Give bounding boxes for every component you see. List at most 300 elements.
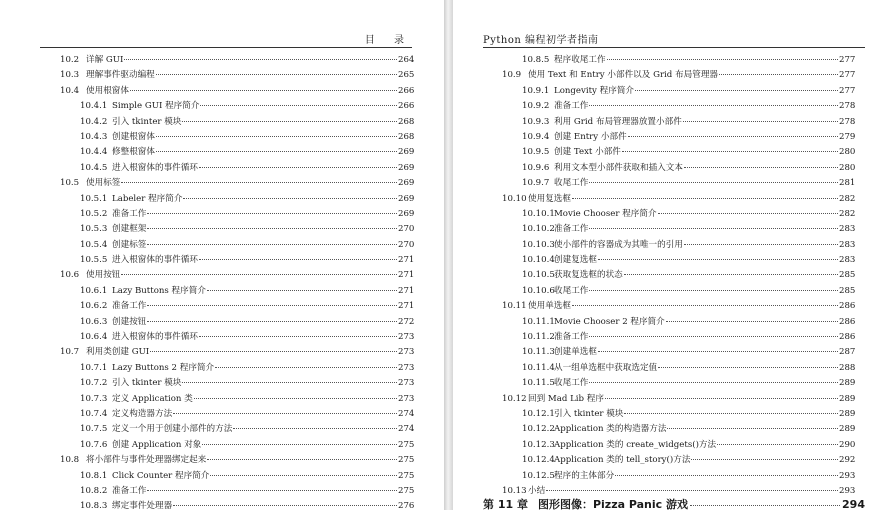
entry-number: 10.6.3 bbox=[80, 316, 108, 327]
entry-page: 275 bbox=[398, 470, 415, 481]
toc-list bbox=[502, 53, 855, 499]
leader-dots bbox=[210, 475, 397, 476]
entry-number: 10.6.2 bbox=[80, 301, 108, 312]
toc-entry[interactable] bbox=[502, 453, 855, 468]
leader-dots bbox=[200, 105, 397, 106]
leader-dots bbox=[572, 198, 838, 199]
leader-dots bbox=[572, 305, 838, 306]
entry-page: 290 bbox=[839, 439, 856, 450]
entry-title: 准备工作 bbox=[112, 301, 147, 312]
entry-number: 10.12.4 bbox=[522, 455, 555, 466]
entry-page: 280 bbox=[839, 147, 856, 158]
entry-number: 10.9.1 bbox=[522, 85, 550, 96]
leader-dots bbox=[605, 398, 838, 399]
entry-page: 269 bbox=[398, 178, 415, 189]
entry-number: 10.5.3 bbox=[80, 224, 108, 235]
entry-title: 进入根窗体的事件循环 bbox=[112, 162, 198, 173]
entry-page: 286 bbox=[839, 332, 856, 343]
toc-entry[interactable] bbox=[60, 438, 414, 453]
toc-entry[interactable] bbox=[60, 68, 414, 83]
entry-number: 10.10.2 bbox=[522, 224, 555, 235]
toc-entry[interactable] bbox=[60, 469, 414, 484]
entry-title: 利用类创建 GUI bbox=[86, 347, 150, 358]
entry-number: 10.7.6 bbox=[80, 439, 108, 450]
entry-page: 280 bbox=[839, 162, 856, 173]
header-rule bbox=[40, 47, 412, 48]
entry-title: 定义一个用于创建小部件的方法 bbox=[112, 424, 233, 435]
page-header-book-title: Python 编程初学者指南 bbox=[483, 35, 599, 46]
entry-number: 10.7.2 bbox=[80, 378, 108, 389]
toc-entry[interactable] bbox=[502, 238, 855, 253]
entry-number: 10.10.1 bbox=[522, 208, 555, 219]
toc-entry[interactable] bbox=[502, 376, 855, 391]
entry-number: 10.11.1 bbox=[522, 316, 555, 327]
leader-dots bbox=[719, 74, 838, 75]
entry-title: Movie Chooser 2 程序简介 bbox=[554, 316, 665, 327]
entry-page: 273 bbox=[398, 393, 415, 404]
toc-entry[interactable] bbox=[60, 299, 414, 314]
toc-entry[interactable] bbox=[502, 207, 855, 222]
leader-dots bbox=[589, 336, 838, 337]
entry-number: 10.10.4 bbox=[522, 255, 555, 266]
chapter-title: 图形图像：Pizza Panic 游戏 bbox=[537, 498, 688, 510]
entry-number: 10.7.4 bbox=[80, 408, 108, 419]
entry-title: Movie Chooser 程序简介 bbox=[554, 208, 657, 219]
entry-title: 利用文本型小部件获取和插入文本 bbox=[554, 162, 683, 173]
toc-entry[interactable] bbox=[60, 407, 414, 422]
toc-entry[interactable] bbox=[60, 422, 414, 437]
entry-number: 10.4.3 bbox=[80, 131, 108, 142]
toc-entry[interactable] bbox=[502, 192, 855, 207]
entry-page: 273 bbox=[398, 362, 415, 373]
leader-dots bbox=[589, 228, 838, 229]
entry-number: 10.12.5 bbox=[522, 470, 555, 481]
entry-title: 使用标签 bbox=[86, 178, 121, 189]
toc-entry[interactable] bbox=[502, 68, 855, 83]
entry-title: Lazy Buttons 程序简介 bbox=[112, 285, 206, 296]
toc-entry[interactable] bbox=[60, 330, 414, 345]
leader-dots bbox=[684, 167, 838, 168]
leader-dots bbox=[589, 105, 838, 106]
entry-title: 使小部件的容器成为其唯一的引用 bbox=[554, 239, 683, 250]
entry-page: 270 bbox=[398, 239, 415, 250]
entry-number: 10.10.6 bbox=[522, 285, 555, 296]
chapter-number: 第 11 章 bbox=[483, 498, 528, 510]
entry-number: 10.7 bbox=[60, 347, 80, 358]
leader-dots bbox=[194, 398, 397, 399]
entry-title: Click Counter 程序简介 bbox=[112, 470, 210, 481]
entry-page: 286 bbox=[839, 301, 856, 312]
leader-dots bbox=[147, 244, 397, 245]
entry-title: 详解 GUI bbox=[86, 55, 124, 65]
entry-title: 使用复选框 bbox=[528, 193, 571, 204]
entry-page: 271 bbox=[398, 270, 415, 281]
entry-page: 268 bbox=[398, 131, 415, 142]
toc-entry[interactable] bbox=[60, 222, 414, 237]
leader-dots bbox=[147, 228, 397, 229]
entry-page: 274 bbox=[398, 424, 415, 435]
right-page bbox=[453, 0, 895, 510]
entry-title: 创建根窗体 bbox=[112, 131, 155, 142]
entry-page: 283 bbox=[839, 224, 856, 235]
entry-number: 10.5.2 bbox=[80, 208, 108, 219]
entry-number: 10.3 bbox=[60, 70, 80, 81]
toc-entry[interactable] bbox=[60, 484, 414, 499]
toc-entry[interactable] bbox=[502, 115, 855, 130]
leader-dots bbox=[121, 274, 397, 275]
entry-title: 准备工作 bbox=[554, 224, 589, 235]
page-header-toc: 目 录 bbox=[364, 35, 412, 46]
entry-title: Application 类的 tell_story()方法 bbox=[554, 455, 691, 466]
entry-title: Labeler 程序简介 bbox=[112, 193, 183, 204]
entry-number: 10.11.5 bbox=[522, 378, 555, 389]
entry-title: 创建按钮 bbox=[112, 316, 147, 327]
toc-entry[interactable] bbox=[502, 330, 855, 345]
entry-title: 进入根窗体的事件循环 bbox=[112, 332, 198, 343]
entry-page: 266 bbox=[398, 85, 415, 96]
toc-entry[interactable] bbox=[502, 299, 855, 314]
toc-entry[interactable] bbox=[502, 145, 855, 160]
toc-entry[interactable] bbox=[502, 53, 855, 68]
entry-number: 10.11 bbox=[502, 301, 527, 312]
leader-dots bbox=[150, 351, 397, 352]
leader-dots bbox=[233, 428, 397, 429]
toc-list bbox=[60, 53, 414, 510]
entry-page: 271 bbox=[398, 285, 415, 296]
entry-page: 273 bbox=[398, 378, 415, 389]
entry-number: 10.9.4 bbox=[522, 131, 550, 142]
toc-entry[interactable] bbox=[60, 99, 414, 114]
entry-page: 278 bbox=[839, 116, 856, 127]
leader-dots bbox=[147, 490, 397, 491]
entry-title: 创建 Text 小部件 bbox=[554, 147, 621, 158]
entry-title: 创建 Application 对象 bbox=[112, 439, 202, 450]
leader-dots bbox=[628, 136, 838, 137]
toc-entry[interactable] bbox=[60, 392, 414, 407]
entry-title: 准备工作 bbox=[554, 332, 589, 343]
chapter-page: 294 bbox=[842, 498, 865, 510]
entry-number: 10.5.5 bbox=[80, 255, 108, 266]
entry-page: 288 bbox=[839, 362, 856, 373]
entry-title: 将小部件与事件处理器绑定起来 bbox=[86, 455, 207, 466]
entry-title: Application 类的构造器方法 bbox=[554, 424, 667, 435]
entry-title: 理解事件驱动编程 bbox=[86, 70, 155, 81]
entry-number: 10.8.2 bbox=[80, 485, 108, 496]
entry-title: 引入 tkinter 模块 bbox=[112, 116, 182, 127]
entry-page: 281 bbox=[839, 178, 856, 189]
leader-dots bbox=[598, 351, 838, 352]
entry-page: 277 bbox=[839, 70, 856, 81]
toc-entry[interactable] bbox=[502, 222, 855, 237]
toc-entry[interactable] bbox=[60, 176, 414, 191]
toc-entry[interactable] bbox=[60, 84, 414, 99]
left-page bbox=[0, 0, 444, 510]
entry-number: 10.11.3 bbox=[522, 347, 555, 358]
entry-title: 使用根窗体 bbox=[86, 85, 129, 96]
entry-number: 10.7.1 bbox=[80, 362, 108, 373]
entry-title: 创建框架 bbox=[112, 224, 147, 235]
entry-title: 创建复选框 bbox=[554, 255, 597, 266]
leader-dots bbox=[207, 459, 397, 460]
entry-number: 10.9.3 bbox=[522, 116, 550, 127]
leader-dots bbox=[156, 151, 397, 152]
entry-page: 273 bbox=[398, 347, 415, 358]
entry-number: 10.6.1 bbox=[80, 285, 108, 296]
entry-number: 10.6 bbox=[60, 270, 80, 281]
toc-entry[interactable] bbox=[60, 376, 414, 391]
entry-number: 10.4.2 bbox=[80, 116, 108, 127]
toc-entry[interactable] bbox=[60, 315, 414, 330]
entry-page: 285 bbox=[839, 285, 856, 296]
entry-title: 进入根窗体的事件循环 bbox=[112, 255, 198, 266]
entry-title: 收尾工作 bbox=[554, 178, 589, 189]
leader-dots bbox=[589, 382, 838, 383]
leader-dots bbox=[717, 444, 838, 445]
entry-number: 10.13 bbox=[502, 485, 527, 496]
entry-number: 10.6.4 bbox=[80, 332, 108, 343]
entry-number: 10.5 bbox=[60, 178, 80, 189]
entry-number: 10.8 bbox=[60, 455, 80, 466]
toc-entry[interactable] bbox=[502, 438, 855, 453]
leader-dots bbox=[156, 136, 397, 137]
toc-entry[interactable] bbox=[502, 253, 855, 268]
leader-dots bbox=[156, 74, 397, 75]
entry-title: 使用单选框 bbox=[528, 301, 571, 312]
entry-page: 277 bbox=[839, 85, 856, 96]
leader-dots bbox=[121, 182, 397, 183]
entry-title: 从一组单选框中获取选定值 bbox=[554, 362, 658, 373]
leader-dots bbox=[130, 90, 397, 91]
entry-title: 收尾工作 bbox=[554, 285, 589, 296]
leader-dots bbox=[589, 182, 838, 183]
toc-entry[interactable] bbox=[502, 161, 855, 176]
entry-title: 定义构造器方法 bbox=[112, 408, 173, 419]
leader-dots bbox=[147, 305, 397, 306]
toc-entry[interactable] bbox=[60, 130, 414, 145]
toc-entry[interactable] bbox=[60, 499, 414, 510]
entry-number: 10.11.4 bbox=[522, 362, 555, 373]
entry-number: 10.12.2 bbox=[522, 424, 555, 435]
entry-page: 283 bbox=[839, 255, 856, 266]
entry-page: 273 bbox=[398, 332, 415, 343]
entry-page: 283 bbox=[839, 239, 856, 250]
leader-dots bbox=[546, 490, 838, 491]
entry-title: 引入 tkinter 模块 bbox=[554, 408, 624, 419]
entry-page: 275 bbox=[398, 439, 415, 450]
toc-entry[interactable] bbox=[502, 99, 855, 114]
leader-dots bbox=[666, 321, 838, 322]
toc-entry[interactable] bbox=[60, 53, 414, 68]
entry-number: 10.9.6 bbox=[522, 162, 550, 173]
entry-title: 利用 Grid 布局管理器放置小部件 bbox=[554, 116, 682, 127]
entry-title: 程序的主体部分 bbox=[554, 470, 615, 481]
entry-page: 265 bbox=[398, 70, 415, 81]
entry-title: Simple GUI 程序简介 bbox=[112, 101, 200, 112]
header-rule bbox=[483, 47, 865, 48]
leader-dots bbox=[691, 459, 838, 460]
entry-page: 282 bbox=[839, 193, 856, 204]
leader-dots bbox=[667, 428, 838, 429]
leader-dots bbox=[147, 213, 397, 214]
entry-number: 10.9 bbox=[502, 70, 522, 81]
entry-page: 269 bbox=[398, 162, 415, 173]
leader-dots bbox=[684, 244, 838, 245]
toc-entry[interactable] bbox=[502, 284, 855, 299]
toc-entry[interactable] bbox=[60, 207, 414, 222]
leader-dots bbox=[624, 413, 838, 414]
toc-entry[interactable] bbox=[60, 253, 414, 268]
entry-page: 269 bbox=[398, 208, 415, 219]
entry-title: 准备工作 bbox=[112, 208, 147, 219]
entry-page: 275 bbox=[398, 455, 415, 466]
entry-title: 绑定事件处理器 bbox=[112, 501, 173, 510]
toc-entry[interactable] bbox=[502, 392, 855, 407]
entry-number: 10.4.4 bbox=[80, 147, 108, 158]
entry-page: 276 bbox=[398, 501, 415, 510]
entry-number: 10.7.5 bbox=[80, 424, 108, 435]
entry-page: 279 bbox=[839, 131, 856, 142]
entry-number: 10.8.5 bbox=[522, 55, 550, 65]
leader-dots bbox=[199, 259, 397, 260]
toc-entry[interactable] bbox=[502, 130, 855, 145]
toc-entry[interactable] bbox=[60, 361, 414, 376]
entry-page: 271 bbox=[398, 255, 415, 266]
toc-entry[interactable] bbox=[502, 407, 855, 422]
toc-entry[interactable] bbox=[502, 268, 855, 283]
entry-page: 268 bbox=[398, 116, 415, 127]
toc-entry[interactable] bbox=[60, 345, 414, 360]
entry-number: 10.4 bbox=[60, 85, 80, 96]
leader-dots bbox=[615, 475, 838, 476]
leader-dots bbox=[624, 274, 838, 275]
toc-entry[interactable] bbox=[60, 238, 414, 253]
leader-dots bbox=[589, 290, 838, 291]
entry-number: 10.12.3 bbox=[522, 439, 555, 450]
entry-page: 289 bbox=[839, 393, 856, 404]
entry-page: 292 bbox=[839, 455, 856, 466]
toc-entry[interactable] bbox=[502, 422, 855, 437]
entry-number: 10.9.2 bbox=[522, 101, 550, 112]
entry-page: 275 bbox=[398, 485, 415, 496]
entry-title: 程序收尾工作 bbox=[554, 55, 606, 65]
entry-page: 272 bbox=[398, 316, 415, 327]
entry-number: 10.11.2 bbox=[522, 332, 555, 343]
entry-page: 287 bbox=[839, 347, 856, 358]
entry-page: 289 bbox=[839, 424, 856, 435]
leader-dots bbox=[598, 259, 838, 260]
entry-number: 10.2 bbox=[60, 55, 80, 65]
toc-entry[interactable] bbox=[502, 84, 855, 99]
entry-page: 266 bbox=[398, 101, 415, 112]
entry-number: 10.9.7 bbox=[522, 178, 550, 189]
entry-title: Application 类的 create_widgets()方法 bbox=[554, 439, 717, 450]
leader-dots bbox=[607, 59, 838, 60]
entry-page: 286 bbox=[839, 316, 856, 327]
leader-dots bbox=[622, 151, 838, 152]
entry-number: 10.7.3 bbox=[80, 393, 108, 404]
leader-dots bbox=[635, 90, 838, 91]
leader-dots bbox=[658, 213, 838, 214]
entry-number: 10.10 bbox=[502, 193, 527, 204]
entry-page: 277 bbox=[839, 55, 856, 65]
entry-page: 289 bbox=[839, 378, 856, 389]
entry-title: Longevity 程序简介 bbox=[554, 85, 635, 96]
entry-number: 10.4.5 bbox=[80, 162, 108, 173]
toc-entry[interactable] bbox=[502, 315, 855, 330]
chapter-heading[interactable] bbox=[483, 496, 865, 510]
entry-title: 收尾工作 bbox=[554, 378, 589, 389]
toc-entry[interactable] bbox=[60, 284, 414, 299]
leader-dots bbox=[147, 321, 397, 322]
toc-entry[interactable] bbox=[60, 115, 414, 130]
toc-entry[interactable] bbox=[502, 345, 855, 360]
entry-page: 270 bbox=[398, 224, 415, 235]
leader-dots bbox=[173, 505, 397, 506]
entry-number: 10.8.3 bbox=[80, 501, 108, 510]
entry-number: 10.10.3 bbox=[522, 239, 555, 250]
entry-number: 10.5.1 bbox=[80, 193, 108, 204]
leader-dots bbox=[173, 413, 397, 414]
leader-dots bbox=[683, 121, 838, 122]
entry-page: 278 bbox=[839, 101, 856, 112]
entry-title: 创建标签 bbox=[112, 239, 147, 250]
entry-page: 269 bbox=[398, 147, 415, 158]
entry-title: 修整根窗体 bbox=[112, 147, 155, 158]
entry-title: 小结 bbox=[528, 485, 546, 496]
toc-entry[interactable] bbox=[502, 361, 855, 376]
entry-page: 271 bbox=[398, 301, 415, 312]
leader-dots bbox=[215, 367, 397, 368]
entry-title: Lazy Buttons 2 程序简介 bbox=[112, 362, 215, 373]
entry-page: 274 bbox=[398, 408, 415, 419]
entry-page: 282 bbox=[839, 208, 856, 219]
entry-number: 10.9.5 bbox=[522, 147, 550, 158]
toc-entry[interactable] bbox=[60, 453, 414, 468]
entry-title: 定义 Application 类 bbox=[112, 393, 193, 404]
entry-title: 使用 Text 和 Entry 小部件以及 Grid 布局管理器 bbox=[528, 70, 719, 81]
entry-number: 10.8.1 bbox=[80, 470, 108, 481]
entry-page: 289 bbox=[839, 408, 856, 419]
entry-number: 10.12 bbox=[502, 393, 527, 404]
entry-page: 293 bbox=[839, 485, 856, 496]
entry-number: 10.10.5 bbox=[522, 270, 555, 281]
leader-dots bbox=[690, 505, 840, 506]
toc-entry[interactable] bbox=[60, 145, 414, 160]
leader-dots bbox=[658, 367, 838, 368]
toc-entry[interactable] bbox=[502, 176, 855, 191]
leader-dots bbox=[207, 290, 397, 291]
leader-dots bbox=[183, 198, 397, 199]
entry-title: 准备工作 bbox=[112, 485, 147, 496]
leader-dots bbox=[182, 121, 397, 122]
toc-entry[interactable] bbox=[502, 469, 855, 484]
entry-number: 10.4.1 bbox=[80, 101, 108, 112]
leader-dots bbox=[199, 167, 397, 168]
entry-title: 使用按钮 bbox=[86, 270, 121, 281]
entry-title: 创建 Entry 小部件 bbox=[554, 131, 627, 142]
leader-dots bbox=[124, 59, 397, 60]
entry-number: 10.5.4 bbox=[80, 239, 108, 250]
entry-title: 回到 Mad Lib 程序 bbox=[528, 393, 604, 404]
toc-entry[interactable] bbox=[60, 268, 414, 283]
leader-dots bbox=[182, 382, 397, 383]
entry-page: 269 bbox=[398, 193, 415, 204]
toc-entry[interactable] bbox=[60, 192, 414, 207]
leader-dots bbox=[199, 336, 397, 337]
entry-title: 准备工作 bbox=[554, 101, 589, 112]
entry-title: 获取复选框的状态 bbox=[554, 270, 623, 281]
toc-entry[interactable] bbox=[60, 161, 414, 176]
